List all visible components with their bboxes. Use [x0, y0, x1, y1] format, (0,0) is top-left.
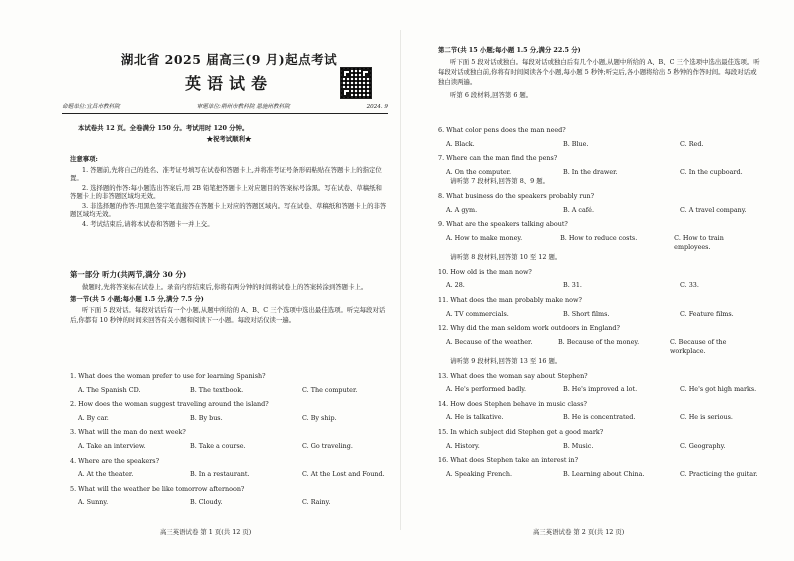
question-text: 3. What will the man do next week? [70, 428, 186, 437]
qr-code-icon [340, 67, 372, 99]
note-item: 3. 非选择题的作答:用黑色签字笔直接答在答题卡上对应的答题区域内。写在试卷、草稿纸和答题卡上的非答题区域均无效。 [70, 202, 387, 218]
listen-instruction: 请听第 8 段材料,回答第 10 至 12 题。 [450, 253, 562, 262]
meta-author: 命题单位:宜昌市教科院 [62, 104, 120, 110]
question-item [438, 372, 760, 395]
option-a: A. By car. [78, 413, 109, 422]
question-item [438, 400, 760, 423]
question-text: 11. What does the man probably make now? [438, 295, 582, 304]
section1-title: 第一节(共 5 小题;每小题 1.5 分,满分 7.5 分) [70, 295, 204, 304]
question-text: 14. How does Stephen behave in music class? [438, 399, 587, 408]
question-text: 6. What color pens does the man need? [438, 126, 566, 134]
exam-meta [62, 104, 388, 114]
option-c: C. He's got high marks. [680, 385, 757, 394]
option-c: C. 33. [680, 281, 699, 290]
question-text: 1. What does the woman prefer to use for learning Spanish? [70, 372, 266, 380]
option-a: A. History. [446, 441, 480, 450]
option-b: B. Short films. [563, 309, 610, 318]
question-item [438, 428, 760, 451]
question-item [438, 456, 760, 479]
option-a: A. The Spanish CD. [78, 385, 141, 394]
exam-subtitle: 英语试卷 [184, 74, 273, 93]
option-a: A. Black. [446, 139, 475, 148]
listen-instruction: 请听第 9 段材料,回答第 13 至 16 题。 [450, 356, 562, 365]
option-b: B. In the drawer. [563, 167, 618, 176]
option-c: C. Because of the workplace. [669, 337, 727, 356]
question-text: 8. What business do the speakers probably run? [438, 192, 595, 201]
question-list-p2 [438, 126, 760, 479]
note-item: 1. 答题前,先将自己的姓名、准考证号填写在试卷和答题卡上,并将准考证号条形码粘贴在答题卡上的指定位置。 [70, 166, 382, 182]
option-b: B. He is concentrated. [563, 413, 636, 422]
exam-title: 湖北省 2025 届高三(9 月)起点考试 [120, 52, 338, 67]
option-a: A. He is talkative. [446, 413, 504, 422]
option-c: C. The computer. [302, 385, 358, 394]
question-item [438, 192, 760, 215]
question-item [438, 154, 760, 177]
meta-reviewer: 审题单位:荆州市教科院 恩施州教科院 [196, 104, 290, 110]
option-b: B. The textbook. [190, 385, 244, 394]
question-text: 7. Where can the man find the pens? [438, 154, 558, 163]
option-a: A. Because of the weather. [446, 337, 533, 346]
part1-title: 第一部分 听力(共两节,满分 30 分) [70, 270, 187, 279]
option-b: B. Take a course. [190, 442, 246, 451]
option-b: B. Blue. [563, 139, 589, 148]
option-b: B. How to reduce costs. [560, 233, 638, 242]
question-text: 16. What does Stephen take an interest in? [438, 456, 579, 465]
exam-info [70, 124, 388, 143]
option-a: A. At the theater. [78, 470, 134, 479]
notes-title: 注意事项: [70, 155, 98, 163]
question-item [438, 126, 760, 149]
part1 [70, 270, 388, 326]
option-b: B. Because of the money. [557, 337, 640, 346]
question-item [438, 220, 760, 253]
section2 [438, 46, 760, 99]
page1-footer: 高三英语试卷 第 1 页(共 12 页) [160, 528, 252, 536]
page2-footer: 高三英语试卷 第 2 页(共 12 页) [533, 528, 625, 536]
option-c: C. Feature films. [680, 309, 734, 318]
option-c: C. Practicing the guitar. [680, 469, 758, 478]
notes-section [70, 155, 388, 228]
option-b: B. Learning about China. [563, 469, 645, 478]
question-text: 13. What does the woman say about Stephen? [438, 371, 588, 380]
option-c: C. Rainy. [302, 498, 331, 507]
option-a: A. On the computer. [446, 167, 511, 176]
option-a: A. 28. [446, 281, 465, 290]
option-c: C. At the Lost and Found. [302, 470, 385, 479]
question-item [70, 457, 388, 480]
option-c: C. A travel company. [680, 205, 747, 214]
question-text: 4. Where are the speakers? [70, 456, 160, 465]
question-item [438, 268, 760, 291]
option-c: C. In the cupboard. [680, 167, 743, 176]
option-c: C. He is serious. [680, 413, 733, 422]
option-a: A. Speaking French. [446, 469, 513, 478]
option-b: B. By bus. [190, 413, 223, 422]
question-text: 10. How old is the man now? [438, 267, 532, 276]
section2-title: 第二节(共 15 小题;每小题 1.5 分,满分 22.5 分) [438, 46, 581, 54]
exam-info-text: 本试卷共 12 页。全卷满分 150 分。考试用时 120 分钟。 [78, 124, 249, 132]
option-a: A. A gym. [446, 205, 478, 214]
question-text: 12. Why did the man seldom work outdoors in England? [438, 324, 620, 333]
question-text: 15. In which subject did Stephen get a good mark? [438, 428, 604, 437]
listen-instruction: 请听第 7 段材料,回答第 8、9 题。 [450, 177, 550, 186]
listen-instruction: 听第 6 段材料,回答第 6 题。 [450, 90, 533, 99]
option-b: B. A café. [563, 205, 594, 214]
option-b: B. Cloudy. [190, 498, 223, 507]
question-item [70, 400, 388, 423]
option-b: B. Music. [563, 441, 594, 450]
option-c: C. How to train employees. [674, 233, 724, 252]
option-b: B. 31. [563, 281, 582, 290]
page-divider [400, 30, 401, 530]
option-a: A. Take an interview. [78, 442, 146, 451]
question-text: 9. What are the speakers talking about? [438, 220, 568, 229]
part1-intro: 做题时,先将答案标在试卷上。录音内容结束后,你将有两分钟的时间将试卷上的答案转涂到答题卡上。 [82, 283, 368, 292]
option-a: A. Sunny. [78, 498, 109, 507]
question-item [438, 296, 760, 319]
option-a: A. How to make money. [446, 233, 523, 242]
option-c: C. Geography. [680, 441, 726, 450]
question-text: 5. What will the weather be like tomorrow afternoon? [70, 484, 245, 493]
question-item [70, 372, 388, 395]
note-item: 4. 考试结束后,请将本试卷和答题卡一并上交。 [82, 220, 214, 228]
option-a: A. TV commercials. [446, 309, 509, 318]
option-b: B. In a restaurant. [190, 470, 250, 479]
question-text: 2. How does the woman suggest traveling around the island? [70, 400, 269, 409]
good-luck: ★祝考试顺利★ [206, 135, 252, 143]
question-item [70, 485, 388, 508]
option-b: B. He's improved a lot. [563, 385, 638, 394]
section1-intro: 听下面 5 段对话。每段对话后有一个小题,从题中所给的 A、B、C 三个选项中选出最佳选项。听完每段对话后,你都有 10 秒钟的时间来回答有关小题和阅读下一小题。每段对话仅读一遍。 [70, 306, 386, 325]
note-item: 2. 选择题的作答:每小题选出答案后,用 2B 铅笔把答题卡上对应题目的答案标号涂黑。写在试卷、草稿纸和答题卡上的非答题区域均无效。 [70, 184, 382, 200]
option-c: C. Go traveling. [302, 442, 353, 451]
option-a: A. He's performed badly. [446, 385, 527, 394]
option-c: C. By ship. [302, 413, 337, 422]
question-item [70, 428, 388, 451]
meta-date: 2024. 9 [366, 104, 388, 110]
option-c: C. Red. [680, 139, 704, 148]
question-list-p1 [70, 372, 388, 508]
question-item [438, 324, 760, 357]
section2-intro: 听下面 5 段对话或独白。每段对话或独白后有几个小题,从题中所给的 A、B、C 三个选项中选出最佳选项。听每段对话或独白前,你将有时间阅读各个小题,每小题 5 秒钟;听完后,各小题将给出 5 秒钟的作答时间。每段对话或独白读两遍。 [438, 58, 760, 86]
